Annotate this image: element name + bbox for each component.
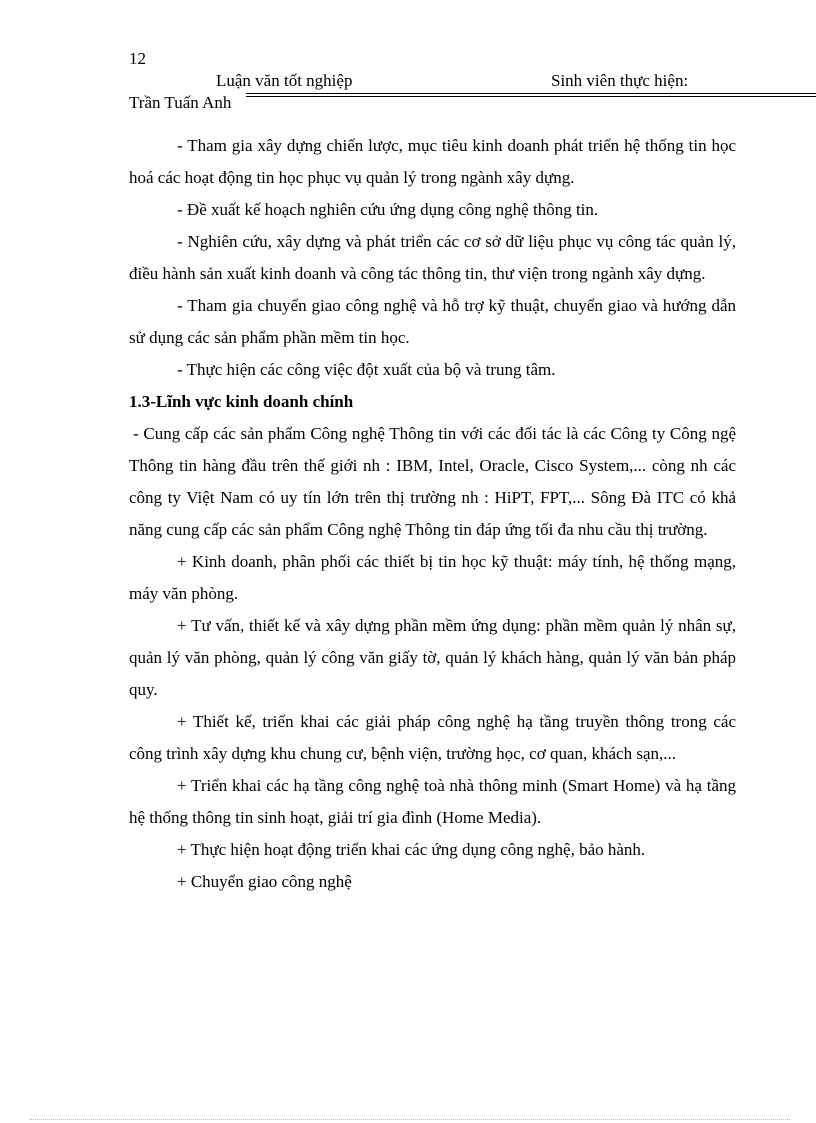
list-item: + Kinh doanh, phân phối các thiết bị tin học kỹ thuật: máy tính, hệ thống mạng, máy văn phòng. — [129, 552, 736, 603]
page-bottom-rule — [30, 1119, 790, 1120]
document-body — [129, 130, 736, 898]
list-item: + Triển khai các hạ tầng công nghệ toà nhà thông minh (Smart Home) và hạ tầng hệ thống thông tin sinh hoạt, giải trí gia đình (Home Media). — [129, 776, 736, 827]
paragraph: - Đề xuất kế hoạch nghiên cứu ứng dụng công nghệ thông tin. — [177, 200, 599, 219]
header-student-name: Trần Tuấn Anh — [129, 93, 232, 112]
list-item: + Thực hiện hoạt động triển khai các ứng dụng công nghệ, bảo hành. — [177, 840, 646, 859]
paragraph: - Tham gia chuyển giao công nghệ và hỗ trợ kỹ thuật, chuyển giao và hướng dẫn sử dụng các sản phẩm phần mềm tin học. — [129, 296, 736, 347]
list-item: + Tư vấn, thiết kế và xây dựng phần mềm ứng dụng: phần mềm quản lý nhân sự, quản lý văn phòng, quản lý công văn giấy tờ, quản lý khách hàng, quản lý văn bản pháp quy. — [129, 616, 736, 699]
list-item: + Chuyển giao công nghệ — [177, 872, 352, 891]
section-intro: - Cung cấp các sản phẩm Công nghệ Thông tin với các đối tác là các Công ty Công ngệ Thông tin hàng đầu trên thế giới nh : IBM, Intel, Oracle, Cisco System,... còng nh các công ty Việt Nam có uy tín lớn trên thị trường nh : HiPT, FPT,... Sông Đà ITC có khả năng cung cấp các sản phẩm Công nghệ Thông tin đáp ứng tối đa nhu cầu thị trường. — [129, 424, 736, 539]
paragraph: - Thực hiện các công việc đột xuất của bộ và trung tâm. — [177, 360, 556, 379]
paragraph: - Nghiên cứu, xây dựng và phát triển các cơ sở dữ liệu phục vụ công tác quản lý, điều hành sản xuất kinh doanh và công tác thông tin, thư viện trong ngành xây dựng. — [129, 232, 736, 283]
section-heading: 1.3-Lĩnh vực kinh doanh chính — [129, 392, 354, 411]
header-rule-top — [246, 93, 816, 94]
header-student-label: Sinh viên thực hiện: — [551, 71, 689, 90]
page-number: 12 — [129, 49, 146, 68]
header-thesis-title: Luận văn tốt nghiệp — [216, 71, 353, 90]
list-item: + Thiết kế, triển khai các giải pháp công nghệ hạ tầng truyền thông trong các công trình xây dựng khu chung cư, bệnh viện, trường học, cơ quan, khách sạn,... — [129, 712, 736, 763]
header-rule-bottom — [246, 96, 816, 97]
paragraph: - Tham gia xây dựng chiến lược, mục tiêu kinh doanh phát triển hệ thống tin học hoá các hoạt động tin học phục vụ quản lý trong ngành xây dựng. — [129, 136, 736, 187]
